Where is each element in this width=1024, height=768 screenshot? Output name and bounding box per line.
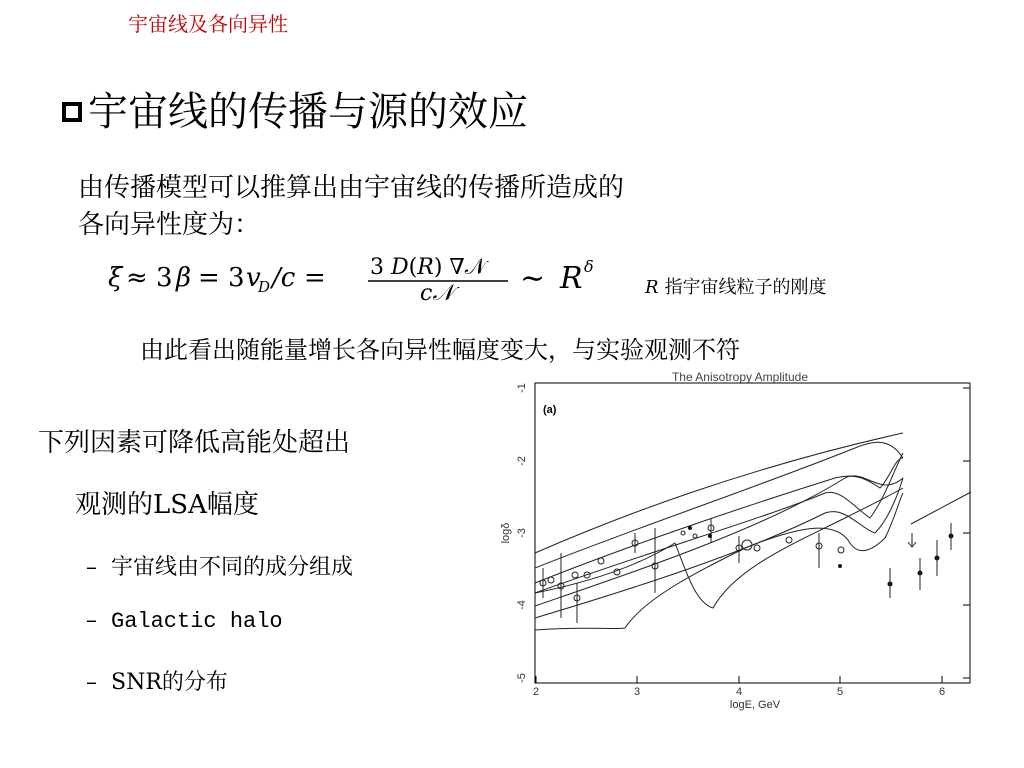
intro-paragraph: 由传播模型可以推算出由宇宙线的传播所造成的各向异性度为： bbox=[78, 173, 625, 240]
slide-title: 宇宙线的传播与源的效应 bbox=[88, 89, 528, 135]
svg-text:v: v bbox=[246, 263, 261, 293]
x-tick-marks bbox=[536, 676, 942, 683]
square-bullet-icon bbox=[62, 102, 82, 122]
x-axis-label: logE, GeV bbox=[729, 699, 781, 711]
svg-text:ξ: ξ bbox=[108, 263, 123, 293]
formula-note-text: 指宇宙线粒子的刚度 bbox=[664, 277, 827, 298]
x-tick-label: 6 bbox=[938, 686, 946, 698]
svg-text:c𝒩: c𝒩 bbox=[420, 281, 454, 302]
error-bars bbox=[890, 523, 951, 598]
svg-text:∼: ∼ bbox=[520, 261, 546, 296]
model-curves bbox=[535, 433, 971, 630]
y-tick-label: -3 bbox=[516, 528, 528, 538]
x-tick-label: 2 bbox=[532, 686, 540, 698]
svg-text:3 D(R) ∇𝒩: 3 D(R) ∇𝒩 bbox=[370, 255, 486, 280]
y-tick-label: -5 bbox=[516, 673, 528, 683]
dash-bullet: – bbox=[86, 555, 97, 580]
factors-line-2: 观测的LSA幅度 bbox=[75, 490, 259, 520]
svg-text:= 3: = 3 bbox=[198, 263, 245, 293]
data-points bbox=[540, 518, 844, 623]
slide-header: 宇宙线及各向异性 bbox=[128, 12, 288, 36]
svg-text:β: β bbox=[176, 263, 192, 293]
svg-text:≈ 3: ≈ 3 bbox=[126, 263, 173, 293]
anisotropy-formula bbox=[108, 250, 608, 302]
factors-line-1: 下列因素可降低高能处超出 bbox=[38, 428, 351, 458]
panel-label: (a) bbox=[543, 404, 557, 416]
svg-text:δ: δ bbox=[584, 257, 594, 276]
list-item bbox=[86, 608, 283, 634]
y-axis-label: logδ bbox=[500, 522, 512, 544]
y-tick-label: -1 bbox=[516, 383, 528, 393]
list-item bbox=[86, 550, 353, 581]
svg-text:=: = bbox=[304, 263, 326, 293]
dash-bullet: – bbox=[86, 608, 97, 633]
dash-bullet: – bbox=[86, 670, 97, 695]
rigidity-symbol: R bbox=[645, 277, 659, 298]
y-tick-marks bbox=[963, 388, 970, 678]
plot-frame bbox=[535, 383, 970, 683]
x-tick-label: 3 bbox=[633, 686, 641, 698]
x-tick-label: 4 bbox=[735, 686, 743, 698]
svg-text:/c: /c bbox=[272, 263, 296, 293]
title-row bbox=[62, 88, 528, 136]
x-tick-label: 5 bbox=[836, 686, 844, 698]
anisotropy-figure bbox=[495, 368, 975, 713]
conclusion-text: 由此看出随能量增长各向异性幅度变大，与实验观测不符 bbox=[140, 336, 740, 364]
y-tick-label: -2 bbox=[516, 456, 528, 466]
list-item-text: SNR的分布 bbox=[111, 670, 228, 695]
list-item bbox=[86, 665, 228, 696]
list-item-text: Galactic halo bbox=[111, 609, 283, 634]
svg-text:D: D bbox=[258, 278, 271, 296]
formula-note bbox=[645, 273, 827, 299]
svg-text:R: R bbox=[560, 261, 583, 296]
y-tick-label: -4 bbox=[516, 600, 528, 610]
list-item-text: 宇宙线由不同的成分组成 bbox=[111, 555, 354, 580]
figure-title: The Anisotropy Amplitude bbox=[671, 370, 809, 384]
